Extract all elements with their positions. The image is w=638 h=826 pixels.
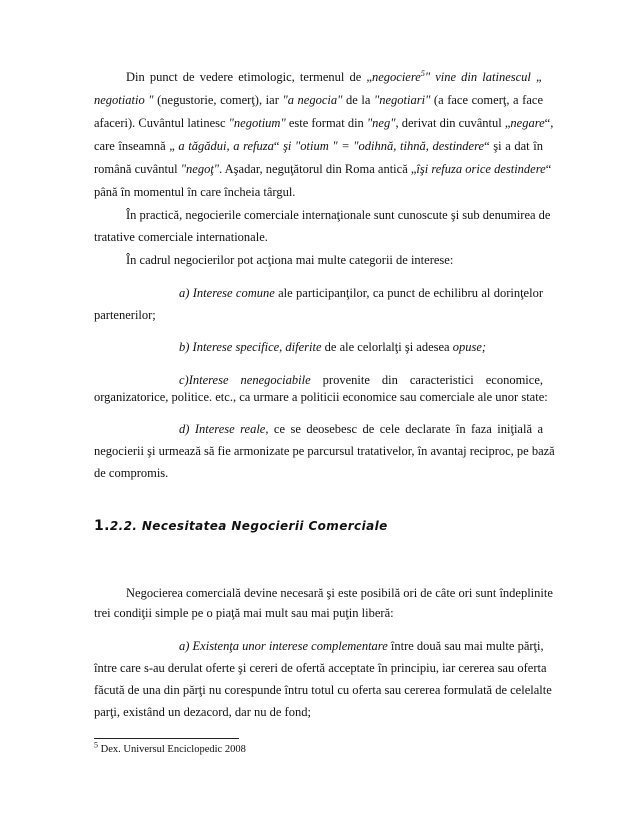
condition-a-line-3: făcută de una din părţi nu corespunde întru totul cu oferta sau cererea formulată de celelalte	[94, 683, 552, 697]
paragraph-1-line-3: afaceri). Cuvântul latinesc "negotium" este format din "neg", derivat din cuvântul „negare“,	[94, 116, 554, 130]
interest-d-line-3: de compromis.	[94, 466, 169, 480]
interest-d-line-2: negocierii şi urmează să fie armonizate pe parcursul tratativelor, în avantaj reciproc, pe bază	[94, 444, 555, 458]
interest-c-line-1: c)Interese nenegociabile provenite din caracteristici economice,	[179, 373, 543, 387]
condition-a-line-2: între care s-au derulat oferte şi cereri de ofertă acceptate în principiu, iar cererea sau oferta	[94, 661, 547, 675]
paragraph-3: În cadrul negocierilor pot acţiona mai multe categorii de interese:	[126, 253, 454, 267]
paragraph-2-line-1: În practică, negocierile comerciale internaţionale sunt cunoscute şi sub denumirea de	[126, 208, 551, 222]
interest-a-line-2: partenerilor;	[94, 308, 156, 322]
footnote-number: 5	[94, 740, 98, 750]
paragraph-1-line-5: română cuvântul "negoţ". Aşadar, neguţătorul din Roma antică „îşi refuza orice destindere“	[94, 162, 552, 176]
paragraph-2-line-2: tratative comerciale internationale.	[94, 230, 268, 244]
interest-d-line-1: d) Interese reale, ce se deosebesc de cele declarate în faza iniţială a	[179, 422, 543, 436]
section-heading: 1.2.2. Necesitatea Negocierii Comerciale	[94, 518, 388, 534]
paragraph-1-line-2: negotiatio " (negustorie, comerţ), iar "a negocia" de la "negotiari" (a face comerţ, a face	[94, 93, 543, 107]
condition-a-line-4: parţi, existând un dezacord, dar nu de fond;	[94, 705, 311, 719]
paragraph-1-line-6: până în momentul în care încheia târgul.	[94, 185, 296, 199]
paragraph-4-line-1: Negocierea comercială devine necesară şi este posibilă ori de câte ori sunt îndeplinite	[126, 586, 553, 600]
footnote-separator	[94, 738, 239, 739]
condition-a-line-1: a) Existenţa unor interese complementare între două sau mai multe părţi,	[179, 639, 544, 653]
interest-a-line-1: a) Interese comune ale participanţilor, ca punct de echilibru al dorinţelor	[179, 286, 543, 300]
paragraph-4-line-2: trei condiţii simple pe o piaţă mai mult sau mai puţin liberă:	[94, 606, 394, 620]
paragraph-1-line-4: care înseamnă „ a tăgădui, a refuza“ şi "otium " = "odihnă, tihnă, destindere“ şi a dat în	[94, 139, 543, 153]
interest-c-line-2: organizatorice, politice. etc., ca urmare a politicii economice sau comerciale ale unor state:	[94, 390, 548, 404]
paragraph-1-line-1: Din punct de vedere etimologic, termenul de „negociere$^5$" vine din latinescul „	[126, 68, 543, 84]
interest-b: b) Interese specifice, diferite de ale celorlalţi şi adesea opuse;	[179, 340, 487, 354]
footnote: $^5$ Dex. Universul Enciclopedic 2008	[94, 740, 246, 755]
footnote-ref: 5	[420, 68, 425, 78]
